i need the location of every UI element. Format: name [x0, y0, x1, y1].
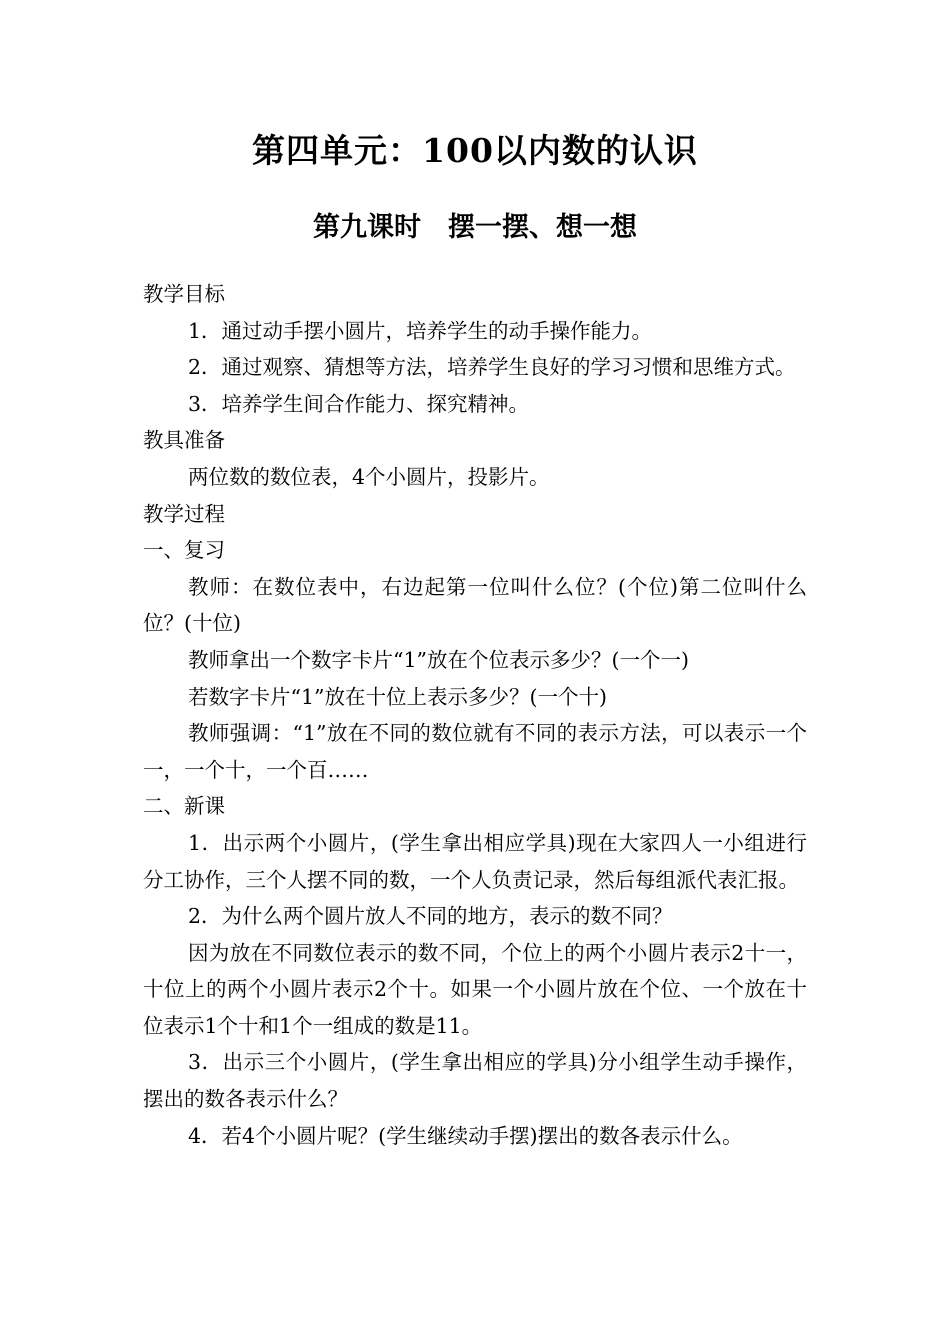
paragraph: 1．出示两个小圆片，(学生拿出相应学具)现在大家四人一小组进行分工协作，三个人摆不同的数，一个人负责记录，然后每组派代表汇报。 — [143, 830, 807, 892]
paragraph: 教师：在数位表中，右边起第一位叫什么位？(个位)第二位叫什么位？(十位) — [143, 574, 807, 636]
paragraph: 4．若4个小圆片呢？(学生继续动手摆)摆出的数各表示什么。 — [188, 1123, 743, 1148]
paragraph: 1．通过动手摆小圆片，培养学生的动手操作能力。 — [188, 318, 653, 343]
document-body — [143, 276, 807, 1154]
paragraph: 因为放在不同数位表示的数不同，个位上的两个小圆片表示2十一，十位上的两个小圆片表示2个十。如果一个小圆片放在个位、一个放在十位表示1个十和1个一组成的数是11。 — [143, 940, 807, 1038]
paragraph: 3．培养学生间合作能力、探究精神。 — [188, 391, 530, 416]
paragraph: 3．出示三个小圆片，(学生拿出相应的学具)分小组学生动手操作，摆出的数各表示什么？ — [143, 1050, 807, 1112]
paragraph: 教师强调：“1”放在不同的数位就有不同的表示方法，可以表示一个一，一个十，一个百…… — [143, 721, 807, 782]
document-title: 第四单元：100以内数的认识 — [252, 131, 698, 170]
paragraph: 一、复习 — [143, 538, 225, 563]
paragraph: 教具准备 — [143, 428, 225, 453]
paragraph: 2．通过观察、猜想等方法，培养学生良好的学习习惯和思维方式。 — [188, 355, 796, 380]
paragraph: 教学目标 — [143, 282, 225, 306]
paragraph: 两位数的数位表，4个小圆片，投影片。 — [188, 464, 550, 489]
paragraph: 二、新课 — [143, 794, 225, 819]
paragraph: 教师拿出一个数字卡片“1”放在个位表示多少？(一个一) — [188, 647, 689, 672]
paragraph: 若数字卡片“1”放在十位上表示多少？(一个十) — [188, 684, 607, 709]
paragraph: 教学过程 — [143, 501, 225, 526]
lesson-subtitle: 第九课时 摆一摆、想一想 — [313, 212, 637, 243]
paragraph: 2．为什么两个圆片放人不同的地方，表示的数不同？ — [188, 904, 673, 929]
